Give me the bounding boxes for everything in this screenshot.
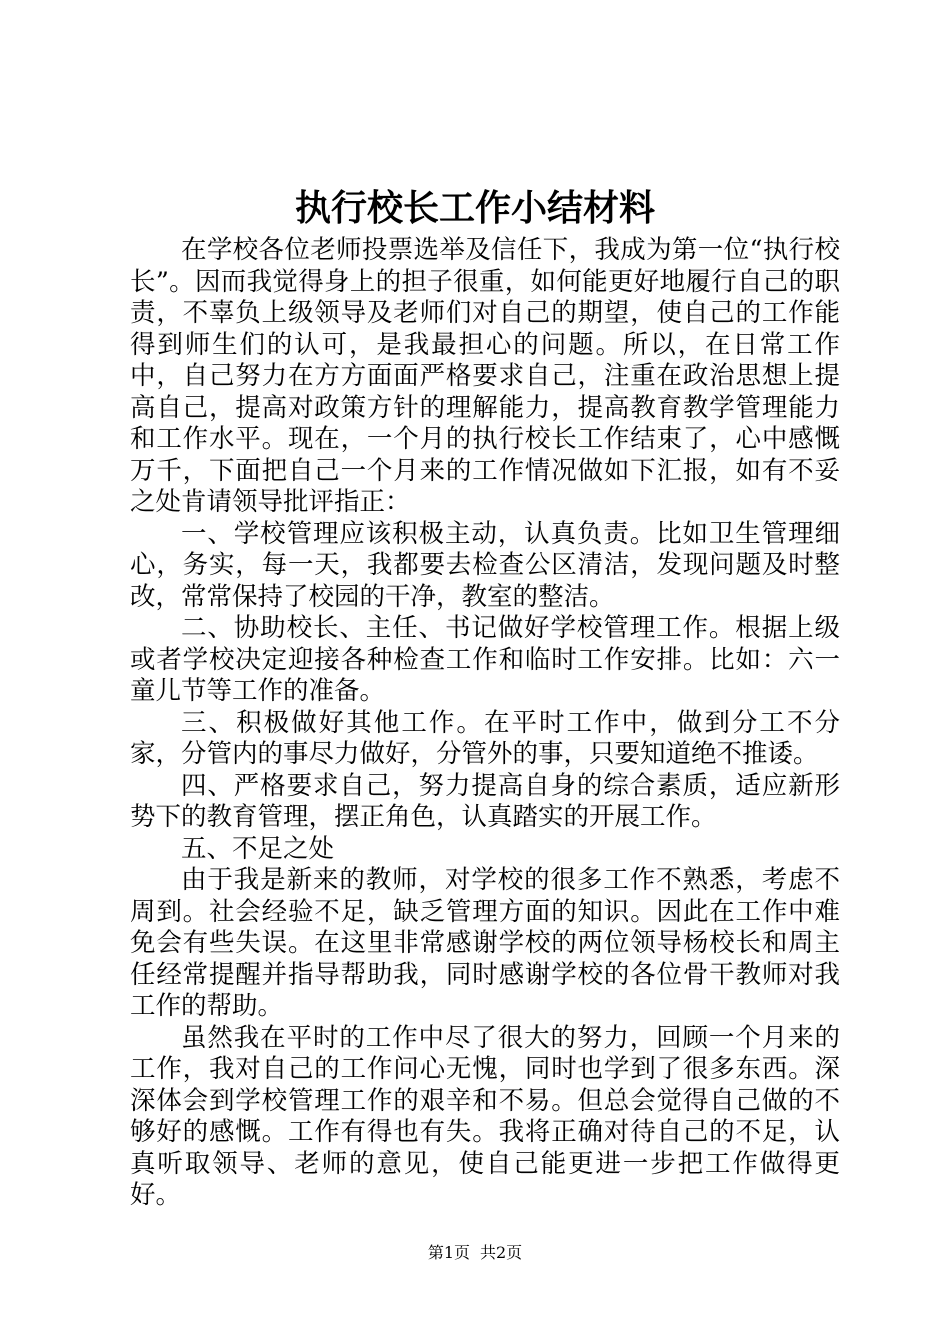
document-body: [130, 235, 840, 1212]
paragraph-item-1: 一、学校管理应该积极主动，认真负责。比如卫生管理细心，务实，每一天，我都要去检查公区清洁，发现问题及时整改，常常保持了校园的干净，教室的整洁。: [130, 518, 840, 612]
paragraph-shortcomings: 由于我是新来的教师，对学校的很多工作不熟悉，考虑不周到。社会经验不足，缺乏管理方面的知识。因此在工作中难免会有些失误。在这里非常感谢学校的两位领导杨校长和周主任经常提醒并指导帮助我，同时感谢学校的各位骨干教师对我工作的帮助。: [130, 865, 840, 1021]
paragraph-item-3: 三、积极做好其他工作。在平时工作中，做到分工不分家，分管内的事尽力做好，分管外的事，只要知道绝不推诿。: [130, 707, 840, 769]
page-total: 共2页: [480, 1243, 523, 1262]
paragraph-intro: 在学校各位老师投票选举及信任下，我成为第一位“执行校长”。因而我觉得身上的担子很重，如何能更好地履行自己的职责，不辜负上级领导及老师们对自己的期望，使自己的工作能得到师生们的认可，是我最担心的问题。所以，在日常工作中，自己努力在方方面面严格要求自己，注重在政治思想上提高自己，提高对政策方针的理解能力，提高教育教学管理能力和工作水平。现在，一个月的执行校长工作结束了，心中感慨万千，下面把自己一个月来的工作情况做如下汇报，如有不妥之处肯请领导批评指正：: [130, 235, 840, 517]
page-footer: [0, 1242, 950, 1264]
page-number: 第1页: [427, 1243, 470, 1262]
paragraph-item-2: 二、协助校长、主任、书记做好学校管理工作。根据上级或者学校决定迎接各种检查工作和临时工作安排。比如：六一童儿节等工作的准备。: [130, 613, 840, 706]
paragraph-item-5-heading: 五、不足之处: [181, 833, 335, 864]
paragraph-conclusion: 虽然我在平时的工作中尽了很大的努力，回顾一个月来的工作，我对自己的工作问心无愧，同时也学到了很多东西。深深体会到学校管理工作的艰辛和不易。但总会觉得自己做的不够好的感慨。工作有得也有失。我将正确对待自己的不足，认真听取领导、老师的意见，使自己能更进一步把工作做得更好。: [130, 1022, 840, 1210]
paragraph-item-4: 四、严格要求自己，努力提高自身的综合素质，适应新形势下的教育管理，摆正角色，认真踏实的开展工作。: [130, 770, 840, 832]
document-title: 执行校长工作小结材料: [294, 187, 655, 229]
